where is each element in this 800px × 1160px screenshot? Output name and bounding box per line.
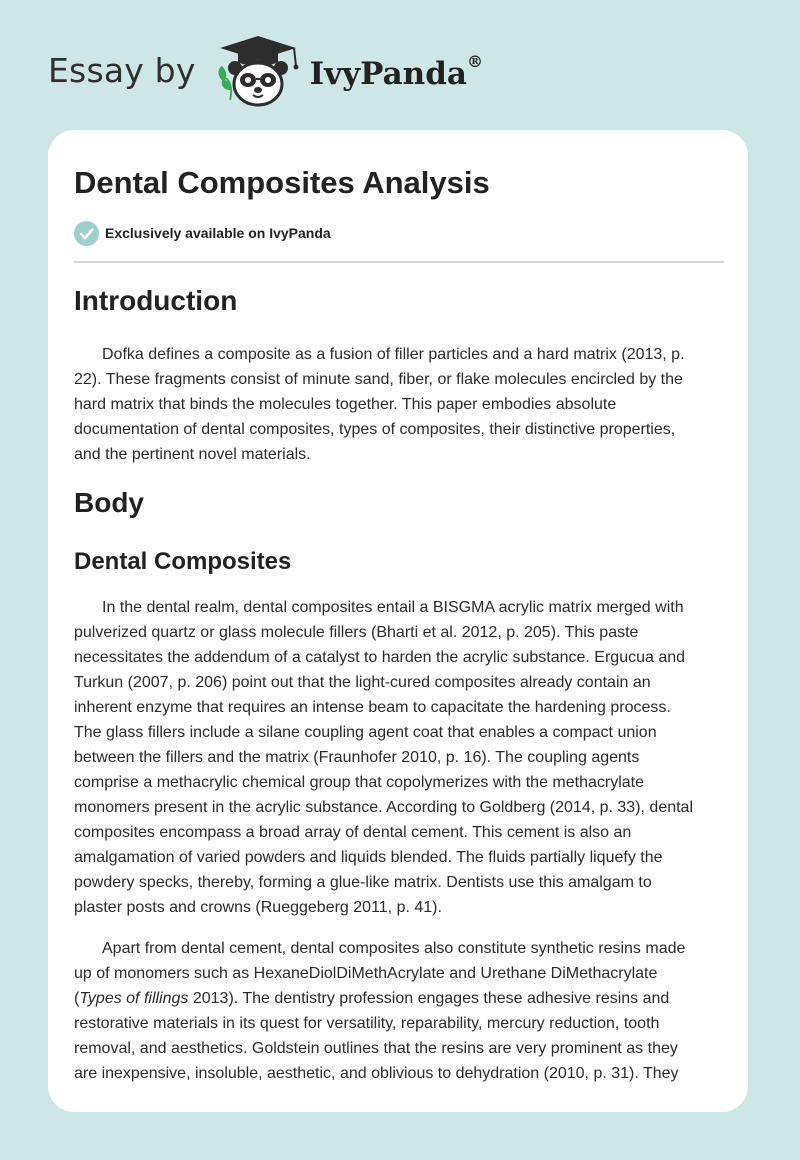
essay-card (48, 130, 748, 1112)
text-line: comprise a methacrylic chemical group that copolymerizes with the methacrylate (74, 774, 645, 791)
text-line: amalgamation of varied powders and liquids blended. The fluids partially liquefy the (74, 849, 663, 866)
title-divider (74, 261, 724, 263)
text-line: pulverized quartz or glass molecule fillers (Bharti et al. 2012, p. 205). This paste (74, 624, 639, 641)
text-line: inherent enzyme that requires an intense beam to capacitate the hardening process. (74, 699, 671, 716)
site-header-brand[interactable] (48, 32, 548, 112)
text-line-citation: (Types of fillings 2013). The dentistry profession engages these adhesive resins and (74, 990, 670, 1007)
text-line: are inexpensive, insoluble, aesthetic, and oblivious to dehydration (2010, p. 31). They (74, 1065, 679, 1082)
text-line: Turkun (2007, p. 206) point out that the light-cured composites already contain an (74, 674, 651, 691)
section-heading-body: Body (74, 487, 144, 518)
citation-title: Types of fillings (79, 990, 189, 1007)
page-title: Dental Composites Analysis (74, 165, 490, 200)
brand-prefix: Essay by (48, 50, 196, 90)
text-line: The glass fillers include a silane coupling agent coat that enables a compact union (74, 724, 657, 741)
text-line: necessitates the addendum of a catalyst to harden the acrylic substance. Ergucua and (74, 649, 686, 666)
exclusive-badge-label: Exclusively available on IvyPanda (105, 225, 331, 241)
panda-graduate-logo-icon (210, 32, 306, 112)
text-line: hard matrix that binds the molecules together. This paper embodies absolute (74, 396, 617, 413)
text-line: powdery specks, thereby, forming a glue-like matrix. Dentists use this amalgam to (74, 874, 652, 891)
text-line: 22). These fragments consist of minute sand, fiber, or flake molecules encircled by the (74, 371, 683, 388)
subsection-heading-dental-composites: Dental Composites (74, 548, 292, 575)
text-line: Apart from dental cement, dental composites also constitute synthetic resins made (102, 940, 686, 957)
paragraph-body-1 (74, 595, 724, 920)
text-line: and the pertinent novel materials. (74, 446, 311, 463)
text-line: removal, and aesthetics. Goldstein outlines that the resins are very prominent as they (74, 1040, 678, 1057)
text-line: In the dental realm, dental composites entail a BISGMA acrylic matrix merged with (102, 599, 684, 616)
brand-name: IvyPanda® (309, 51, 483, 92)
text-line: monomers present in the acrylic substance. According to Goldberg (2014, p. 33), dental (74, 799, 694, 816)
text-line: documentation of dental composites, types of composites, their distinctive properties, (74, 421, 676, 438)
text-line: plaster posts and crowns (Rueggeberg 2011, p. 41). (74, 899, 442, 916)
text-line: Dofka defines a composite as a fusion of filler particles and a hard matrix (2013, p. (102, 346, 685, 363)
text-line: composites encompass a broad array of dental cement. This cement is also an (74, 824, 632, 841)
section-heading-introduction: Introduction (74, 285, 238, 316)
paragraph-introduction (74, 342, 724, 467)
check-circle-icon (74, 221, 99, 246)
paragraph-body-2 (74, 936, 724, 1086)
text-line: between the fillers and the matrix (Fraunhofer 2010, p. 16). The coupling agents (74, 749, 640, 766)
text-line: up of monomers such as HexaneDiolDiMethAcrylate and Urethane DiMethacrylate (74, 965, 658, 982)
exclusive-badge (74, 220, 331, 246)
text-line: restorative materials in its quest for versatility, reparability, mercury reduction, tooth (74, 1015, 660, 1032)
